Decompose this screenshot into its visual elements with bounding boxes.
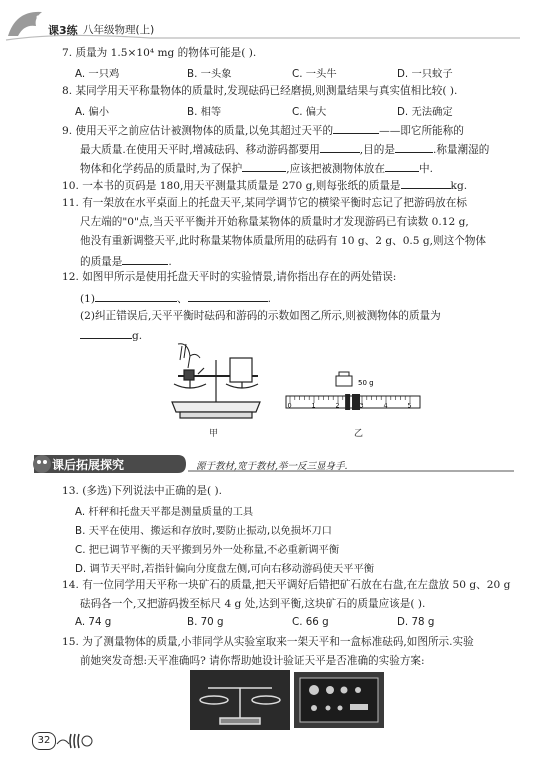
q9-line1: 9. 使用天平之前应估计被测物体的质量,以免其超过天平的 ——即它所能称的 bbox=[62, 122, 464, 138]
q13-option-c: C. 把已调节平衡的天平搬到另外一处称量,不必重新调平衡 bbox=[75, 544, 340, 556]
q7-option-b: B. 一头象 bbox=[187, 68, 232, 80]
figure-balance-a bbox=[160, 340, 275, 430]
robot-icon bbox=[33, 455, 51, 473]
q10-blank[interactable] bbox=[401, 177, 451, 189]
weight-box-icon bbox=[300, 678, 378, 722]
q11-line1: 11. 有一架放在水平桌面上的托盘天平,某同学调节它的横梁平衡时忘记了把游码放在标 bbox=[62, 197, 467, 209]
q12-line2: (1) 、 . bbox=[80, 290, 271, 306]
banner-title: 课后拓展探究 bbox=[52, 458, 125, 472]
dolphin-logo-icon bbox=[8, 12, 42, 36]
q12-blank-1[interactable] bbox=[95, 290, 177, 302]
rider-marker bbox=[345, 394, 350, 410]
q14-option-a: A. 74 g bbox=[75, 616, 112, 628]
tick-label: 4 bbox=[383, 401, 388, 410]
q12-line3: (2)纠正错误后,天平平衡时砝码和游码的示数如图乙所示,则被测物体的质量为 bbox=[80, 310, 441, 322]
figure-scale-b bbox=[284, 368, 422, 424]
q11-blank[interactable] bbox=[122, 253, 168, 265]
footer-logo-icon bbox=[55, 732, 95, 750]
q8-option-b: B. 相等 bbox=[187, 106, 222, 118]
q14-line2: 砝码各一个,又把游码拨至标尺 4 g 处,达到平衡,这块矿石的质量应该是( ). bbox=[80, 598, 426, 610]
tick-label: 1 bbox=[311, 401, 316, 410]
q9-blank-2[interactable] bbox=[320, 141, 360, 153]
page-header bbox=[0, 0, 541, 48]
q12-line4: g. bbox=[80, 327, 142, 343]
subject-label: 八年级物理(上) bbox=[83, 24, 155, 36]
q14-option-c: C. 66 g bbox=[292, 616, 329, 628]
q11-line2: 尺左端的"0"点,当天平平衡并开始称量某物体的质量时才发现游码已有读数 0.12 g, bbox=[80, 216, 469, 228]
q11-line4: 的质量是 . bbox=[80, 253, 172, 269]
q12-blank-2[interactable] bbox=[188, 290, 268, 302]
q7-option-a: A. 一只鸡 bbox=[75, 68, 120, 80]
q9-blank-4[interactable] bbox=[242, 160, 286, 172]
page-number: 32 bbox=[32, 732, 56, 750]
q8-option-a: A. 偏小 bbox=[75, 106, 110, 118]
q9-line2: 最大质量.在使用天平时,增减砝码、移动游码都要用 ,目的是 .称量潮湿的 bbox=[80, 141, 489, 157]
q15-photo bbox=[190, 670, 386, 730]
q15-line2: 前她突发奇想:天平准确吗? 请你帮助她设计验证天平是否准确的实验方案: bbox=[80, 655, 425, 667]
q10-text: 10. 一本书的页码是 180,用天平测量其质量是 270 g,则每张纸的质量是 kg. bbox=[62, 177, 467, 193]
q8-text: 8. 某同学用天平称量物体的质量时,发现砝码已经磨损,则测量结果与真实值相比较( ). bbox=[62, 85, 458, 97]
tick-label: 2 bbox=[335, 401, 340, 410]
tick-label: 5 bbox=[407, 401, 412, 410]
tick-label: 3 bbox=[359, 401, 364, 410]
q14-option-d: D. 78 g bbox=[397, 616, 435, 628]
brand-label: 课3练 bbox=[48, 24, 78, 37]
q7-option-c: C. 一头牛 bbox=[292, 68, 337, 80]
q8-option-d: D. 无法确定 bbox=[397, 106, 453, 118]
q13-option-a: A. 杆秤和托盘天平都是测量质量的工具 bbox=[75, 506, 254, 518]
q7-text: 7. 质量为 1.5×10⁴ mg 的物体可能是( ). bbox=[62, 47, 257, 59]
q11-line3: 他没有重新调整天平,此时称量某物体质量所用的砝码有 10 g、2 g、0.5 g,则这个物体 bbox=[80, 235, 487, 247]
q13-option-b: B. 天平在使用、搬运和存放时,要防止振动,以免损坏刀口 bbox=[75, 525, 332, 537]
q12-line1: 12. 如图甲所示是使用托盘天平时的实验情景,请你指出存在的两处错误: bbox=[62, 271, 397, 283]
q9-blank-3[interactable] bbox=[395, 141, 433, 153]
q13-text: 13. (多选)下列说法中正确的是( ). bbox=[62, 485, 223, 497]
q9-blank-1[interactable] bbox=[333, 122, 379, 134]
q9-line3: 物体和化学药品的质量时,为了保护 ,应该把被测物体放在 中. bbox=[80, 160, 433, 176]
q7-option-d: D. 一只蚊子 bbox=[397, 68, 453, 80]
q9-blank-5[interactable] bbox=[385, 160, 419, 172]
weight-label: 50 g bbox=[358, 379, 374, 387]
q14-option-b: B. 70 g bbox=[187, 616, 224, 628]
banner-slogan: 源于教材,宽于教材,举一反三显身手. bbox=[196, 461, 348, 472]
q13-option-d: D. 调节天平时,若指针偏向分度盘左侧,可向右移动游码使天平平衡 bbox=[75, 563, 375, 575]
tick-label: 0 bbox=[287, 401, 292, 410]
rider-marker-2 bbox=[352, 394, 360, 410]
q12-blank-3[interactable] bbox=[80, 327, 132, 339]
figure-a-caption: 甲 bbox=[209, 429, 219, 439]
q14-line1: 14. 有一位同学用天平称一块矿石的质量,把天平调好后错把矿石放在右盘,在左盘放 50 g、20 g bbox=[62, 579, 511, 591]
q15-line1: 15. 为了测量物体的质量,小菲同学从实验室取来一架天平和一盒标准砝码,如图所示.实验 bbox=[62, 636, 474, 648]
q8-option-c: C. 偏大 bbox=[292, 106, 327, 118]
weight-50g-icon bbox=[336, 372, 352, 386]
figure-b-caption: 乙 bbox=[354, 429, 364, 439]
